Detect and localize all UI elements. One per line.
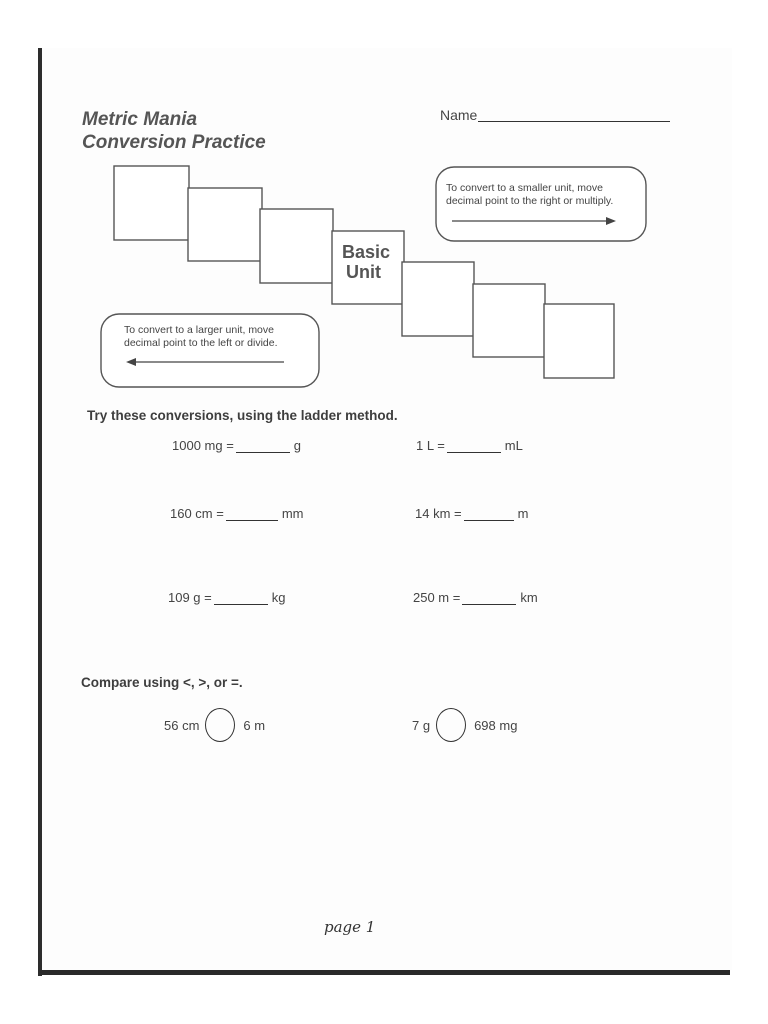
left-note-line-2: decimal point to the left or divide. (124, 337, 278, 349)
problem-160cm-to-mm (170, 506, 304, 521)
problem-unit: mL (504, 438, 523, 453)
answer-blank[interactable] (464, 506, 514, 521)
metric-ladder-diagram (0, 0, 768, 420)
title-line-2: Conversion Practice (82, 132, 266, 153)
problem-109g-to-kg (168, 590, 285, 605)
compare-56cm-6m (164, 708, 265, 742)
problem-unit: kg (271, 590, 286, 605)
compare-answer-circle[interactable] (205, 708, 235, 742)
basic-unit-label-line-2: Unit (346, 262, 381, 282)
title-line-1: Metric Mania (82, 109, 198, 130)
problem-unit: mm (281, 506, 304, 521)
name-label: Name (440, 107, 478, 123)
compare-left-value: 56 cm (164, 717, 200, 733)
compare-right-value: 698 mg (474, 717, 518, 733)
problem-unit: g (293, 438, 302, 453)
ladder-step-1 (114, 166, 189, 240)
scan-edge-bottom (40, 970, 730, 975)
problem-expression: 14 km = (415, 506, 462, 521)
right-note-line-2: decimal point to the right or multiply. (446, 195, 614, 207)
answer-blank[interactable] (236, 438, 290, 453)
problem-expression: 1000 mg = (172, 438, 234, 453)
compare-7g-698mg (412, 708, 517, 742)
problem-expression: 160 cm = (170, 506, 224, 521)
left-note-text (124, 324, 278, 350)
ladder-step-2 (188, 188, 262, 261)
answer-blank[interactable] (447, 438, 501, 453)
problem-250m-to-km (413, 590, 538, 605)
ladder-step-5 (402, 262, 474, 336)
compare-left-value: 7 g (412, 717, 431, 733)
compare-heading: Compare using <, >, or =. (81, 675, 243, 690)
problem-expression: 1 L = (416, 438, 445, 453)
problem-1000mg-to-g (172, 438, 301, 453)
ladder-step-3 (260, 209, 333, 283)
problem-1L-to-mL (416, 438, 523, 453)
right-note-line-1: To convert to a smaller unit, move (446, 182, 603, 194)
answer-blank[interactable] (214, 590, 268, 605)
compare-right-value: 6 m (243, 717, 266, 733)
compare-answer-circle[interactable] (436, 708, 466, 742)
right-note-text (446, 182, 613, 208)
answer-blank[interactable] (226, 506, 278, 521)
conversions-heading: Try these conversions, using the ladder method. (87, 408, 398, 423)
left-note-line-1: To convert to a larger unit, move (124, 324, 274, 336)
basic-unit-label (342, 242, 390, 282)
problem-unit: m (517, 506, 529, 521)
ladder-step-6 (473, 284, 545, 357)
handwritten-page-number: page 1 (324, 918, 376, 936)
problem-expression: 109 g = (168, 590, 212, 605)
ladder-step-7 (544, 304, 614, 378)
problem-unit: km (520, 590, 538, 605)
basic-unit-label-line-1: Basic (342, 242, 391, 262)
answer-blank[interactable] (462, 590, 516, 605)
problem-expression: 250 m = (413, 590, 461, 605)
problem-14km-to-m (415, 506, 528, 521)
